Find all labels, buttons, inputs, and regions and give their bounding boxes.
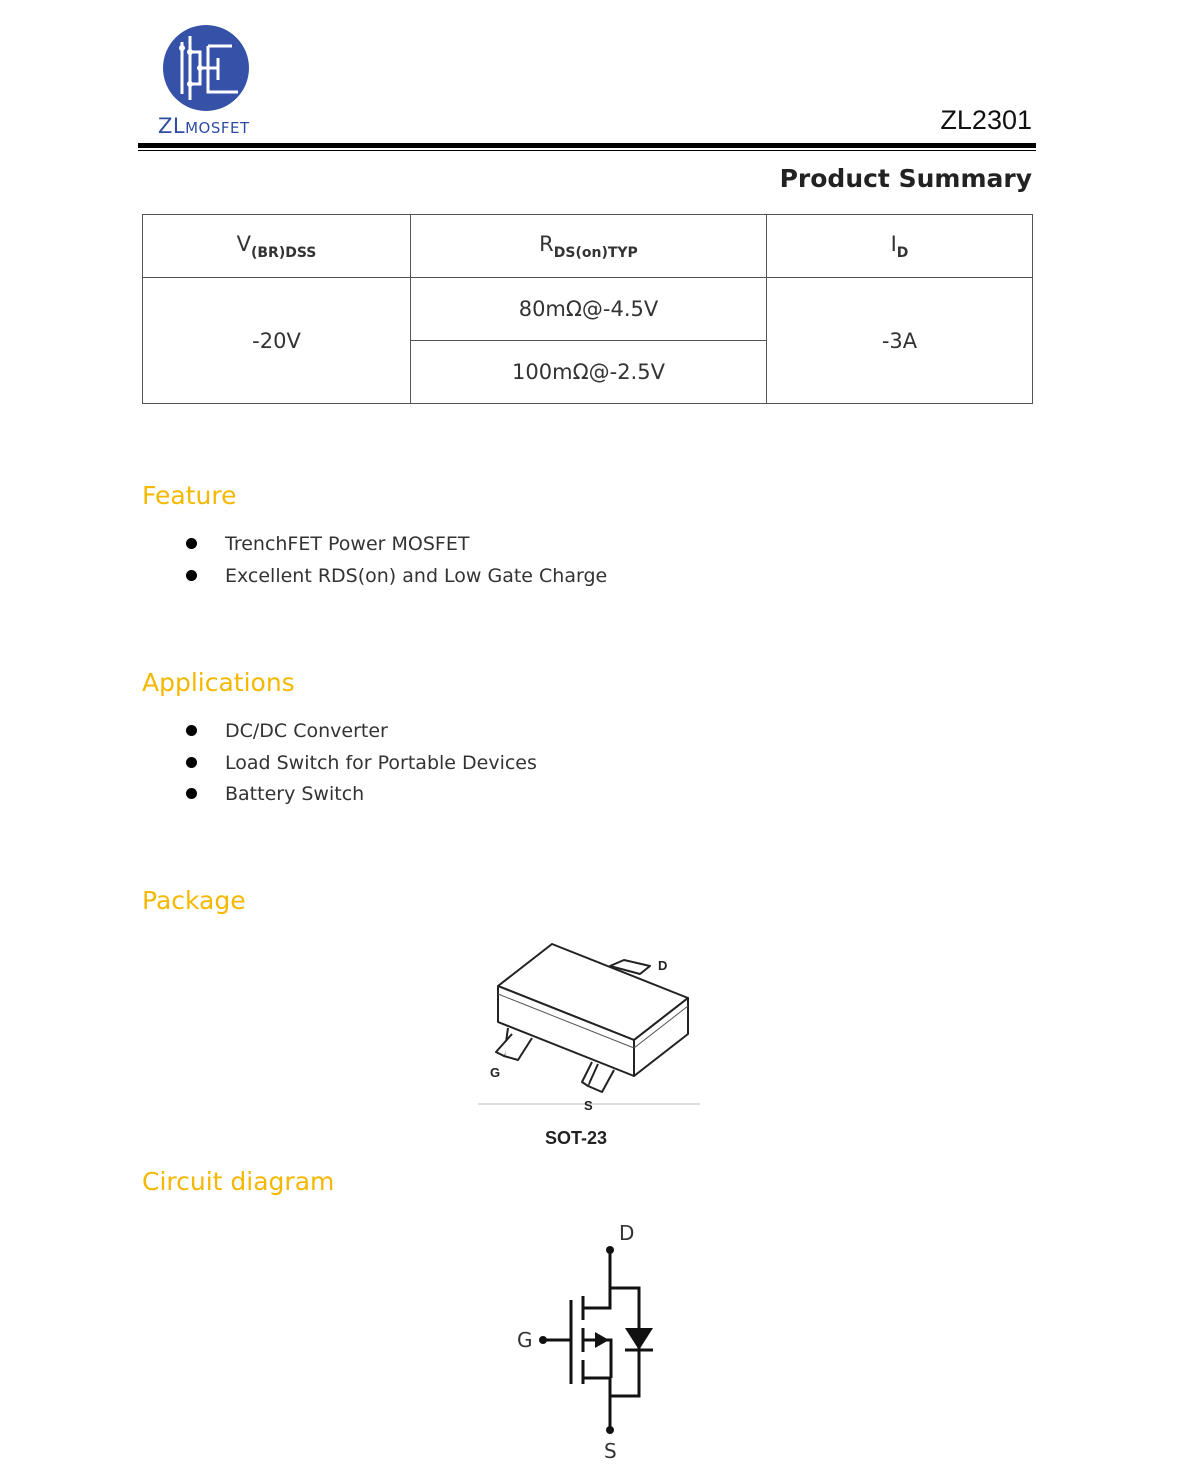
bullet-icon: [186, 570, 197, 581]
logo-mark-icon: [160, 24, 252, 112]
vbr-value: -20V: [143, 278, 411, 404]
id-value: -3A: [767, 278, 1033, 404]
list-item: DC/DC Converter: [184, 720, 537, 752]
rds-value-1: 80mΩ@-4.5V: [411, 278, 767, 341]
part-number: ZL2301: [940, 105, 1032, 135]
mosfet-circuit-diagram: [505, 1218, 675, 1463]
bullet-icon: [186, 788, 197, 799]
rds-value-2: 100mΩ@-2.5V: [411, 341, 767, 404]
p-channel-mosfet-symbol-icon: [505, 1218, 675, 1463]
sot23-package-icon: [474, 936, 704, 1111]
list-item: Load Switch for Portable Devices: [184, 752, 537, 784]
circuit-label-d: D: [619, 1221, 635, 1245]
circuit-diagram-title: Circuit diagram: [142, 1167, 335, 1196]
feature-list: [184, 533, 607, 596]
pkg-label-d: D: [658, 958, 668, 973]
sot23-package-drawing: [474, 936, 704, 1111]
applications-title: Applications: [142, 668, 295, 697]
header-rds: $R_{DS(on)TYP}$: [411, 215, 767, 278]
applications-list: [184, 720, 537, 815]
circuit-label-g: G: [517, 1328, 533, 1352]
list-item: TrenchFET Power MOSFET: [184, 533, 607, 565]
brand-name: ZLMOSFET: [158, 114, 250, 138]
pkg-label-g: G: [490, 1065, 501, 1080]
bullet-icon: [186, 725, 197, 736]
header-rule-thin: [138, 150, 1036, 151]
circuit-label-s: S: [604, 1439, 617, 1463]
package-name: SOT-23: [545, 1128, 608, 1148]
pkg-label-s: S: [584, 1098, 593, 1111]
table-row: [143, 278, 1033, 341]
list-item: Battery Switch: [184, 783, 537, 815]
package-title: Package: [142, 886, 246, 915]
bullet-icon: [186, 757, 197, 768]
bullet-icon: [186, 538, 197, 549]
list-item: Excellent RDS(on) and Low Gate Charge: [184, 565, 607, 597]
feature-title: Feature: [142, 481, 237, 510]
header-id: $I_D$: [767, 215, 1033, 278]
table-header-row: [143, 215, 1033, 278]
product-summary-table: [142, 214, 1033, 404]
header-rule-thick: [138, 143, 1036, 148]
header-vbr: $V_{(BR)DSS}$: [143, 215, 411, 278]
product-summary-title: Product Summary: [779, 164, 1032, 193]
